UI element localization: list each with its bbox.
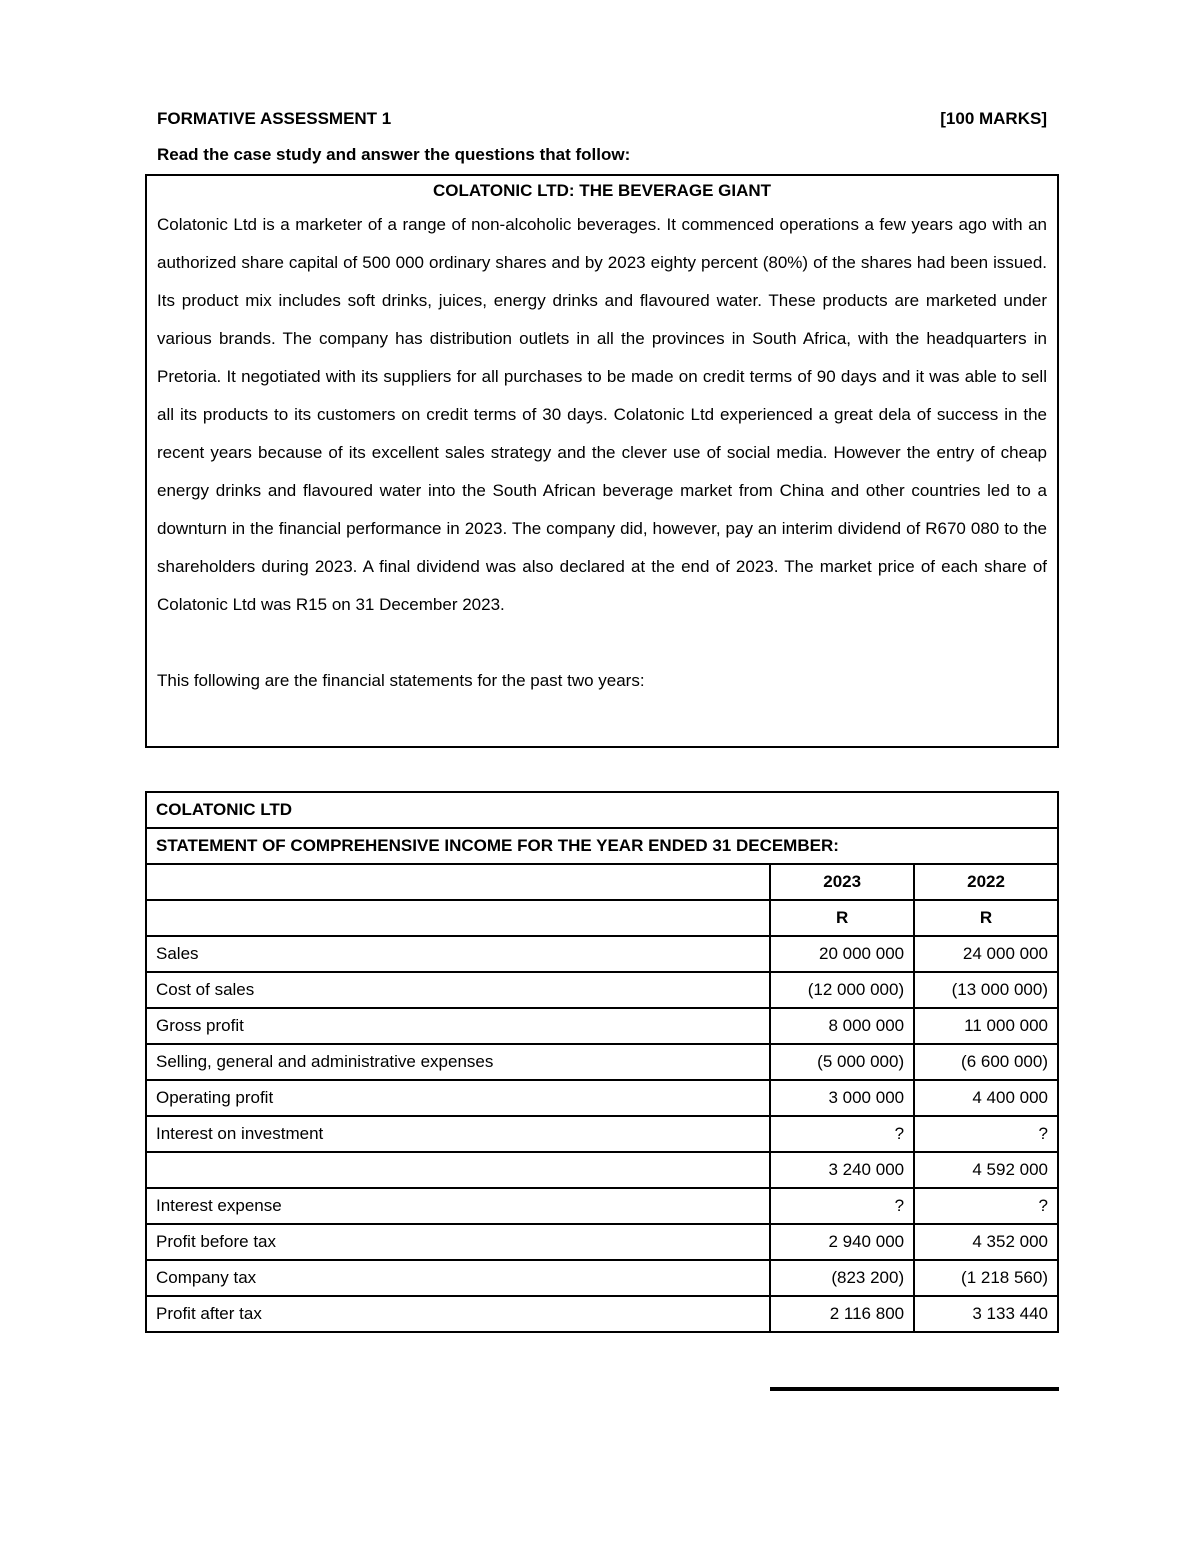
value-2022: ? xyxy=(914,1116,1058,1152)
value-2022: ? xyxy=(914,1188,1058,1224)
instruction-text: Read the case study and answer the questions that follow: xyxy=(157,145,631,164)
row-label: Company tax xyxy=(146,1260,770,1296)
table-row xyxy=(146,1008,1058,1044)
value-2022: 4 400 000 xyxy=(914,1080,1058,1116)
case-study-paragraph: Colatonic Ltd is a marketer of a range of non-alcoholic beverages. It commenced operations a few years ago with an authorized share capital of 500 000 ordinary shares and by 2023 eighty percent (80%) of the shares had been issued. Its product mix includes soft drinks, juices, energy drinks and flavoured water. These products are marketed under various brands. The company has distribution outlets in all the provinces in South Africa, with the headquarters in Pretoria. It negotiated with its suppliers for all purchases to be made on credit terms of 90 days and it was able to sell all its products to its customers on credit terms of 30 days. Colatonic Ltd experienced a great dela of success in the recent years because of its excellent sales strategy and the clever use of social media. However the entry of cheap energy drinks and flavoured water into the South African beverage market from China and other countries led to a downturn in the financial performance in 2023. The company did, however, pay an interim dividend of R670 080 to the shareholders during 2023. A final dividend was also declared at the end of 2023. The market price of each share of Colatonic Ltd was R15 on 31 December 2023. xyxy=(157,215,1047,614)
assessment-title: FORMATIVE ASSESSMENT 1 xyxy=(157,109,392,128)
table-row xyxy=(146,1260,1058,1296)
value-2023: 3 240 000 xyxy=(770,1152,914,1188)
header-blank-cell xyxy=(146,900,770,936)
assessment-marks: [100 MARKS] xyxy=(940,109,1047,128)
value-2022: 4 352 000 xyxy=(914,1224,1058,1260)
currency-2023-header: R xyxy=(770,900,914,936)
year-2022-header: 2022 xyxy=(914,864,1058,900)
table-row xyxy=(146,828,1058,864)
table-row xyxy=(146,1296,1058,1332)
value-2022: 24 000 000 xyxy=(914,936,1058,972)
assessment-header xyxy=(145,105,1059,133)
value-2023: 3 000 000 xyxy=(770,1080,914,1116)
value-2023: 20 000 000 xyxy=(770,936,914,972)
value-2023: 2 116 800 xyxy=(770,1296,914,1332)
company-name: COLATONIC LTD xyxy=(146,792,1058,828)
currency-2022-header: R xyxy=(914,900,1058,936)
row-label: Sales xyxy=(146,936,770,972)
value-2023: 2 940 000 xyxy=(770,1224,914,1260)
table-row xyxy=(146,1152,1058,1188)
table-row xyxy=(146,936,1058,972)
row-label: Interest expense xyxy=(146,1188,770,1224)
value-2023: (12 000 000) xyxy=(770,972,914,1008)
case-study-footer: This following are the financial statements for the past two years: xyxy=(157,671,645,690)
table-row xyxy=(146,972,1058,1008)
row-label: Profit before tax xyxy=(146,1224,770,1260)
table-row xyxy=(146,864,1058,900)
statement-title: STATEMENT OF COMPREHENSIVE INCOME FOR THE YEAR ENDED 31 DECEMBER: xyxy=(146,828,1058,864)
table-row xyxy=(146,792,1058,828)
value-2022: 11 000 000 xyxy=(914,1008,1058,1044)
value-2022: (1 218 560) xyxy=(914,1260,1058,1296)
document-page xyxy=(145,105,1059,748)
row-label: Cost of sales xyxy=(146,972,770,1008)
row-label: Operating profit xyxy=(146,1080,770,1116)
value-2023: (5 000 000) xyxy=(770,1044,914,1080)
double-underline xyxy=(770,1387,1059,1391)
row-label xyxy=(146,1152,770,1188)
table-row xyxy=(146,1044,1058,1080)
table-row xyxy=(146,1116,1058,1152)
table-row xyxy=(146,1188,1058,1224)
row-label: Profit after tax xyxy=(146,1296,770,1332)
header-blank-cell xyxy=(146,864,770,900)
row-label: Gross profit xyxy=(146,1008,770,1044)
value-2023: ? xyxy=(770,1188,914,1224)
value-2022: (13 000 000) xyxy=(914,972,1058,1008)
row-label: Interest on investment xyxy=(146,1116,770,1152)
value-2022: 3 133 440 xyxy=(914,1296,1058,1332)
value-2023: 8 000 000 xyxy=(770,1008,914,1044)
row-label: Selling, general and administrative expenses xyxy=(146,1044,770,1080)
value-2023: (823 200) xyxy=(770,1260,914,1296)
value-2022: (6 600 000) xyxy=(914,1044,1058,1080)
year-2023-header: 2023 xyxy=(770,864,914,900)
value-2022: 4 592 000 xyxy=(914,1152,1058,1188)
case-study-box xyxy=(145,174,1059,748)
case-study-title: COLATONIC LTD: THE BEVERAGE GIANT xyxy=(432,181,772,200)
value-2023: ? xyxy=(770,1116,914,1152)
table-row xyxy=(146,1080,1058,1116)
table-row xyxy=(146,900,1058,936)
income-statement-table xyxy=(145,791,1059,1333)
table-row xyxy=(146,1224,1058,1260)
